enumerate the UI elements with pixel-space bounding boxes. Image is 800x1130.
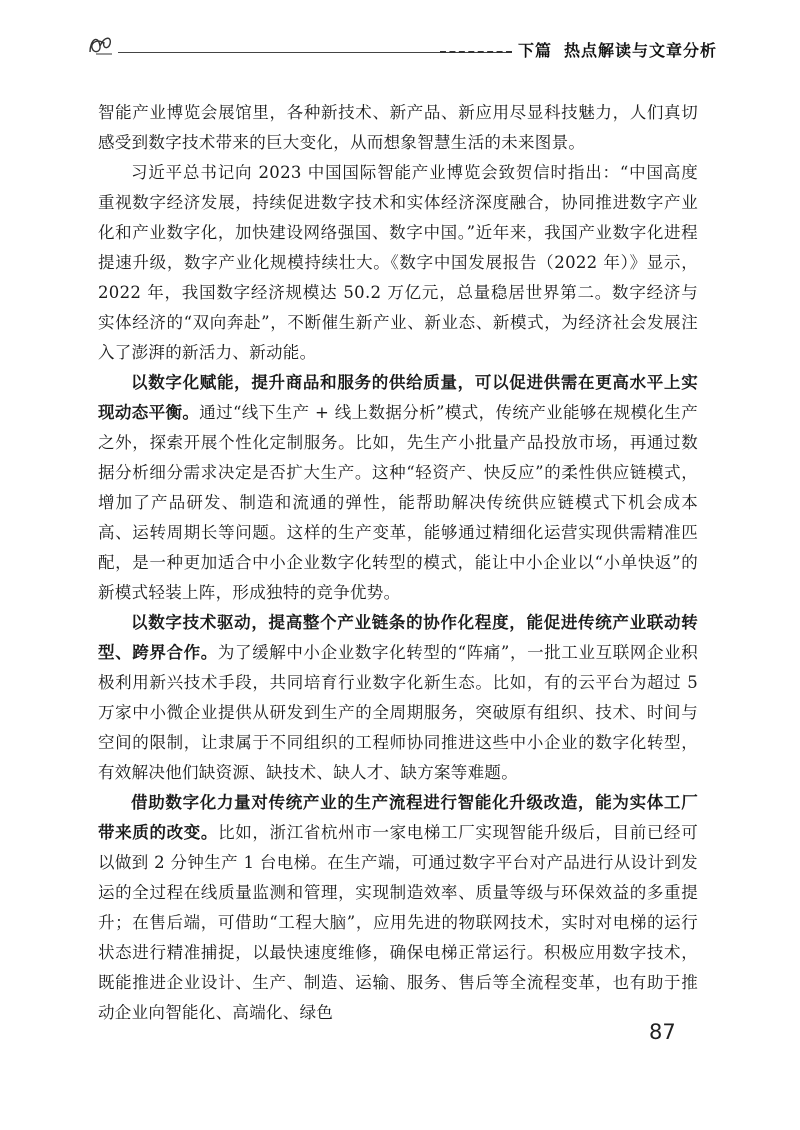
paragraph-1 bbox=[98, 98, 698, 158]
paragraph-2 bbox=[98, 158, 698, 368]
body-text bbox=[98, 98, 698, 1028]
header-title bbox=[518, 38, 717, 61]
paragraph-text: 为了缓解中小企业数字化转型的“阵痛”，一批工业互联网企业积极利用新兴技术手段，共同培育行业数字化新生态。比如，有的云平台为超过 5 万家中小微企业提供从研发到生产的全周期服务，突破原有组织、技术、时间与空间的限制，让隶属于不同组织的工程师协同推进这些中小企业的数字化转型，有效解决他们缺资源、缺技术、缺人才、缺方案等难题。 bbox=[98, 643, 698, 782]
paragraph-text: 比如，浙江省杭州市一家电梯工厂实现智能升级后，目前已经可以做到 2 分钟生产 1 台电梯。在生产端，可通过数字平台对产品进行从设计到发运的全过程在线质量监测和管理，实现制造效率、质量等级与环保效益的多重提升；在售后端，可借助“工程大脑”，应用先进的物联网技术，实时对电梯的运行状态进行精准捕捉，以最快速度维修，确保电梯正常运行。积极应用数字技术，既能推进企业设计、生产、制造、运输、服务、售后等全流程变革，也有助于推动企业向智能化、高端化、绿色 bbox=[98, 823, 698, 1022]
paragraph-lead: 借助数字化力量对传统产业的生产流程进行智能化升级改造，能为实体工厂带来质的改变。 bbox=[98, 793, 698, 842]
header-rule-dash bbox=[440, 51, 512, 53]
leaf-ornament-icon bbox=[86, 30, 116, 56]
paragraph-3 bbox=[98, 368, 698, 608]
paragraph-lead: 以数字化赋能，提升商品和服务的供给质量，可以促进供需在更高水平上实现动态平衡。 bbox=[98, 373, 698, 422]
paragraph-text: 通过“线下生产 + 线上数据分析”模式，传统产业能够在规模化生产之外，探索开展个性化定制服务。比如，先生产小批量产品投放市场，再通过数据分析细分需求决定是否扩大生产。这种“轻资产、快反应”的柔性供应链模式，增加了产品研发、制造和流通的弹性，能帮助解决传统供应链模式下机会成本高、运转周期长等问题。这样的生产变革，能够通过精细化运营实现供需精准匹配，是一种更加适合中小企业数字化转型的模式，能让中小企业以“小单快返”的新模式轻装上阵，形成独特的竞争优势。 bbox=[98, 403, 698, 602]
paragraph-text: 习近平总书记向 2023 中国国际智能产业博览会致贺信时指出：“中国高度重视数字经济发展，持续促进数字技术和实体经济深度融合，协同推进数字产业化和产业数字化，加快建设网络强国、数字中国。”近年来，我国产业数字化进程提速升级，数字产业化规模持续壮大。《数字中国发展报告（2022 年）》显示，2022 年，我国数字经济规模达 50.2 万亿元，总量稳居世界第二。数字经济与实体经济的“双向奔赴”，不断催生新产业、新业态、新模式，为经济社会发展注入了澎湃的新活力、新动能。 bbox=[98, 163, 698, 362]
paragraph-5 bbox=[98, 788, 698, 1028]
paragraph-lead: 以数字技术驱动，提高整个产业链条的协作化程度，能促进传统产业联动转型、跨界合作。 bbox=[98, 613, 698, 662]
page-number: 87 bbox=[649, 1020, 676, 1044]
running-header bbox=[0, 0, 800, 70]
header-part: 下篇 bbox=[518, 41, 553, 60]
paragraph-4 bbox=[98, 608, 698, 788]
header-section-title: 热点解读与文章分析 bbox=[564, 41, 718, 60]
paragraph-text: 智能产业博览会展馆里，各种新技术、新产品、新应用尽显科技魅力，人们真切感受到数字技术带来的巨大变化，从而想象智慧生活的未来图景。 bbox=[98, 103, 698, 152]
